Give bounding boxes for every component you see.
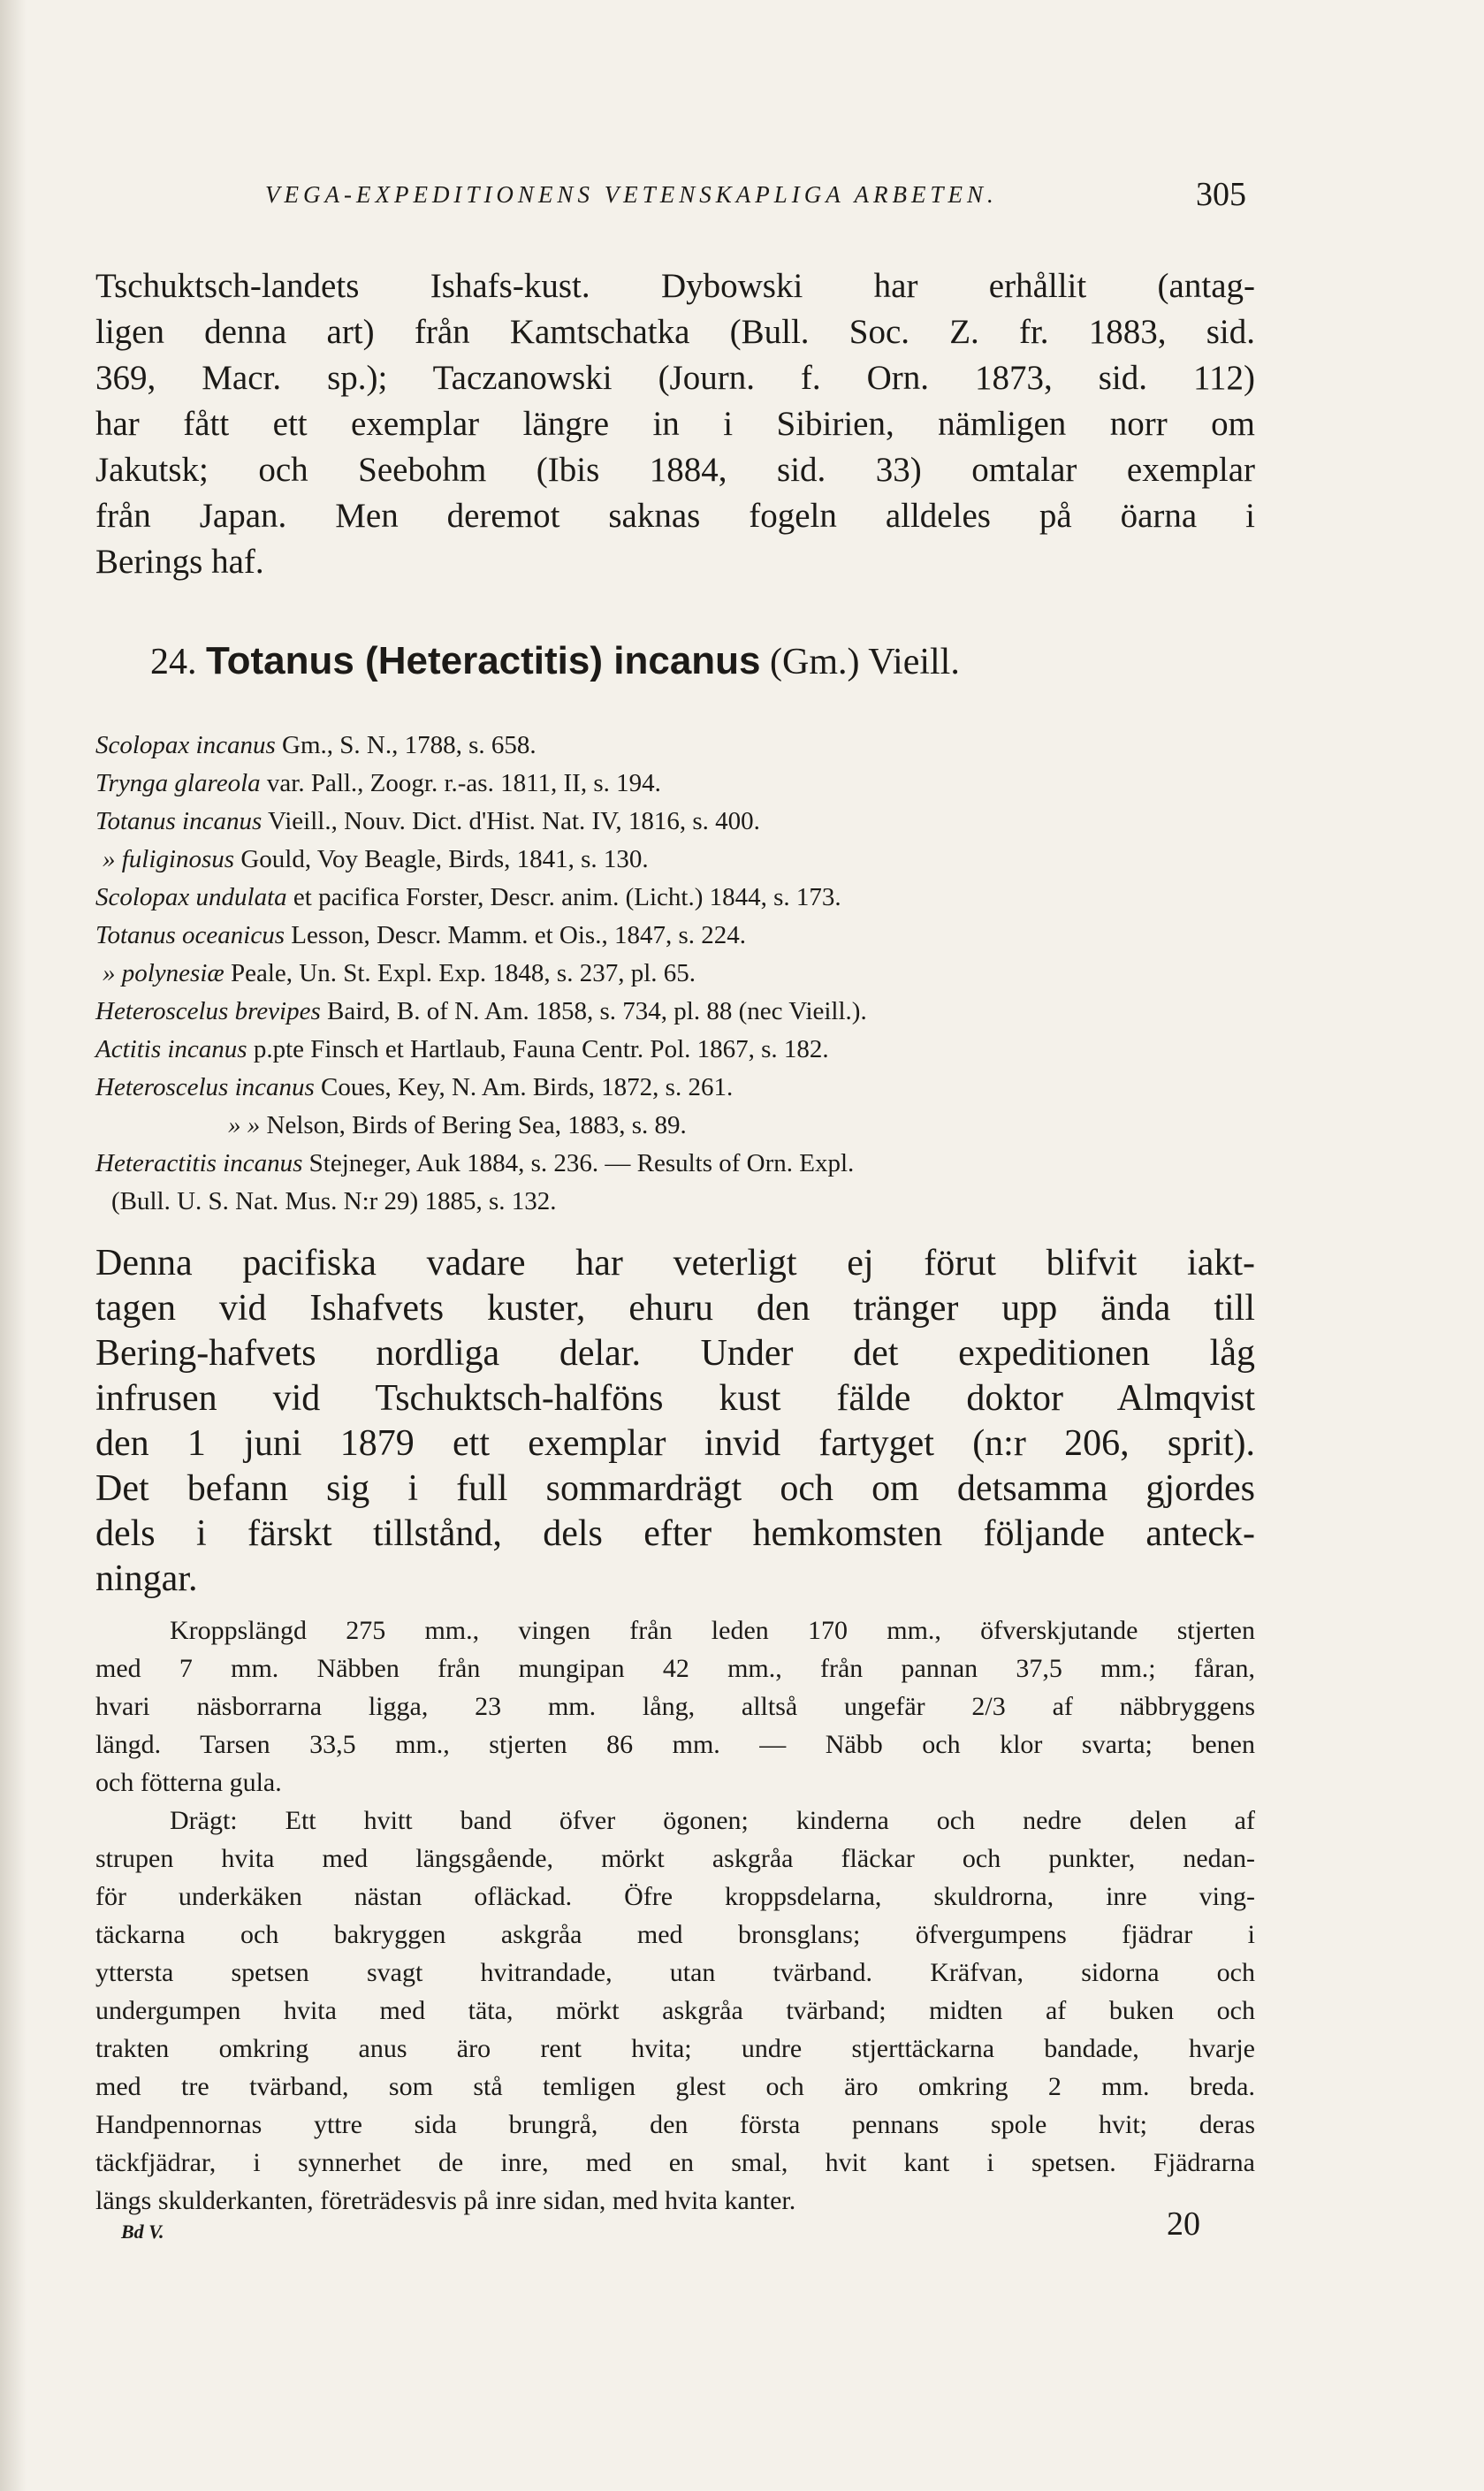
measurements-line: längd. Tarsen 33,5 mm., stjerten 86 mm. — Näbb och klor svarta; benen bbox=[95, 1730, 1255, 1759]
synonym-entry bbox=[95, 1031, 1255, 1069]
signature-mark: Bd V. bbox=[121, 2221, 164, 2243]
plumage-line: täckfjädrar, i synnerhet de inre, med en smal, hvit kant i spetsen. Fjädrarna bbox=[95, 2148, 1255, 2177]
synonym-entry bbox=[95, 1145, 1255, 1183]
synonym-name: Heteroscelus incanus bbox=[95, 1073, 315, 1101]
main-line: infrusen vid Tschuktsch-halföns kust fälde doktor Almqvist bbox=[95, 1378, 1255, 1419]
species-number: 24. bbox=[150, 642, 197, 682]
synonym-ref: p.pte Finsch et Hartlaub, Fauna Centr. Pol. 1867, s. 182. bbox=[253, 1035, 829, 1063]
synonym-ref: Nelson, Birds of Bering Sea, 1883, s. 89. bbox=[266, 1111, 687, 1139]
synonym-ref: Gould, Voy Beagle, Birds, 1841, s. 130. bbox=[240, 845, 649, 873]
measurements-paragraph bbox=[95, 1611, 1255, 1802]
plumage-line: täckarna och bakryggen askgråa med bronsglans; öfvergumpens fjädrar i bbox=[95, 1920, 1255, 1949]
plumage-line: för underkäken nästan ofläckad. Öfre kroppsdelarna, skuldrorna, inre ving- bbox=[95, 1882, 1255, 1911]
synonym-entry bbox=[95, 1107, 1255, 1145]
synonym-entry bbox=[95, 1069, 1255, 1107]
main-line: Bering-hafvets nordliga delar. Under det expeditionen låg bbox=[95, 1333, 1255, 1374]
synonym-entry bbox=[95, 917, 1255, 955]
plumage-line: yttersta spetsen svagt hvitrandade, utan tvärband. Kräfvan, sidorna och bbox=[95, 1958, 1255, 1987]
measurements-line: och fötterna gula. bbox=[95, 1768, 282, 1797]
plumage-line: strupen hvita med längsgående, mörkt askgråa fläckar och punkter, nedan- bbox=[95, 1844, 1255, 1873]
synonym-name: Totanus incanus bbox=[95, 807, 263, 835]
species-heading bbox=[150, 639, 960, 683]
synonym-name: » fuliginosus bbox=[103, 845, 235, 873]
species-authority: (Gm.) Vieill. bbox=[770, 642, 960, 682]
page-edge-shadow bbox=[0, 0, 27, 2491]
synonym-name: Scolopax undulata bbox=[95, 883, 287, 911]
main-line: Det befann sig i full sommardrägt och om detsamma gjordes bbox=[95, 1468, 1255, 1509]
plumage-paragraph bbox=[95, 1802, 1255, 2220]
intro-paragraph bbox=[95, 263, 1255, 585]
plumage-line: med tre tvärband, som stå temligen glest och äro omkring 2 mm. breda. bbox=[95, 2072, 1255, 2101]
intro-line: Berings haf. bbox=[95, 543, 264, 581]
synonym-ref: (Bull. U. S. Nat. Mus. N:r 29) 1885, s. 132. bbox=[111, 1187, 557, 1215]
measurements-line: med 7 mm. Näbben från mungipan 42 mm., från pannan 37,5 mm.; fåran, bbox=[95, 1654, 1255, 1683]
plumage-line: Drägt: Ett hvitt band öfver ögonen; kinderna och nedre delen af bbox=[170, 1806, 1255, 1835]
synonym-entry bbox=[95, 727, 1255, 765]
measurements-line: Kroppslängd 275 mm., vingen från leden 170 mm., öfverskjutande stjerten bbox=[170, 1616, 1255, 1645]
synonym-entry bbox=[95, 765, 1255, 803]
synonym-name: Actitis incanus bbox=[95, 1035, 247, 1063]
synonym-entry bbox=[95, 993, 1255, 1031]
measurements-line: hvari näsborrarna ligga, 23 mm. lång, alltså ungefär 2/3 af näbbryggens bbox=[95, 1692, 1255, 1721]
synonym-entry bbox=[95, 841, 1255, 879]
running-title: VEGA-EXPEDITIONENS VETENSKAPLIGA ARBETEN. bbox=[265, 181, 998, 208]
synonym-ref: var. Pall., Zoogr. r.-as. 1811, II, s. 194. bbox=[266, 769, 661, 797]
main-line: tagen vid Ishafvets kuster, ehuru den tränger upp ända till bbox=[95, 1288, 1255, 1329]
synonym-ref: Lesson, Descr. Mamm. et Ois., 1847, s. 224. bbox=[291, 921, 746, 949]
main-line: dels i färskt tillstånd, dels efter hemkomsten följande anteck- bbox=[95, 1513, 1255, 1554]
synonym-entry bbox=[95, 955, 1255, 993]
synonym-name: » polynesiæ bbox=[103, 959, 225, 987]
intro-line: har fått ett exemplar längre in i Sibirien, nämligen norr om bbox=[95, 405, 1255, 443]
synonym-ref: Gm., S. N., 1788, s. 658. bbox=[282, 731, 537, 759]
synonym-name: Trynga glareola bbox=[95, 769, 261, 797]
plumage-line: Handpennornas yttre sida brungrå, den första pennans spole hvit; deras bbox=[95, 2110, 1255, 2139]
synonym-entry bbox=[95, 1183, 1255, 1221]
synonym-name: Heteroscelus brevipes bbox=[95, 997, 321, 1025]
synonym-name: Totanus oceanicus bbox=[95, 921, 285, 949]
main-line: ningar. bbox=[95, 1558, 198, 1599]
synonym-name: » » bbox=[228, 1111, 261, 1139]
sheet-number: 20 bbox=[1167, 2205, 1200, 2243]
synonym-list bbox=[95, 727, 1255, 1221]
intro-line: Jakutsk; och Seebohm (Ibis 1884, sid. 33) omtalar exemplar bbox=[95, 451, 1255, 489]
synonym-ref: Baird, B. of N. Am. 1858, s. 734, pl. 88 (nec Vieill.). bbox=[327, 997, 867, 1025]
intro-line: från Japan. Men deremot saknas fogeln alldeles på öarna i bbox=[95, 497, 1255, 535]
intro-line: Tschuktsch-landets Ishafs-kust. Dybowski har erhållit (antag- bbox=[95, 267, 1255, 305]
synonym-ref: Peale, Un. St. Expl. Exp. 1848, s. 237, pl. 65. bbox=[231, 959, 696, 987]
synonym-name: Heteractitis incanus bbox=[95, 1149, 303, 1177]
synonym-entry bbox=[95, 879, 1255, 917]
synonym-ref: Coues, Key, N. Am. Birds, 1872, s. 261. bbox=[321, 1073, 734, 1101]
page-number: 305 bbox=[1196, 176, 1246, 213]
intro-line: 369, Macr. sp.); Taczanowski (Journ. f. Orn. 1873, sid. 112) bbox=[95, 359, 1255, 397]
intro-line: ligen denna art) från Kamtschatka (Bull. Soc. Z. fr. 1883, sid. bbox=[95, 313, 1255, 351]
main-line: den 1 juni 1879 ett exemplar invid fartyget (n:r 206, sprit). bbox=[95, 1423, 1255, 1464]
synonym-ref: Vieill., Nouv. Dict. d'Hist. Nat. IV, 1816, s. 400. bbox=[268, 807, 760, 835]
species-name: Totanus (Heteractitis) incanus bbox=[206, 639, 761, 682]
main-paragraph bbox=[95, 1241, 1255, 1602]
synonym-name: Scolopax incanus bbox=[95, 731, 276, 759]
plumage-line: undergumpen hvita med täta, mörkt askgråa tvärband; midten af buken och bbox=[95, 1996, 1255, 2025]
synonym-ref: et pacifica Forster, Descr. anim. (Licht.) 1844, s. 173. bbox=[293, 883, 841, 911]
main-line: Denna pacifiska vadare har veterligt ej förut blifvit iakt- bbox=[95, 1243, 1255, 1284]
synonym-ref: Stejneger, Auk 1884, s. 236. — Results of Orn. Expl. bbox=[308, 1149, 855, 1177]
plumage-line: trakten omkring anus äro rent hvita; undre stjerttäckarna bandade, hvarje bbox=[95, 2034, 1255, 2063]
plumage-line: längs skulderkanten, företrädesvis på inre sidan, med hvita kanter. bbox=[95, 2186, 796, 2215]
synonym-entry bbox=[95, 803, 1255, 841]
